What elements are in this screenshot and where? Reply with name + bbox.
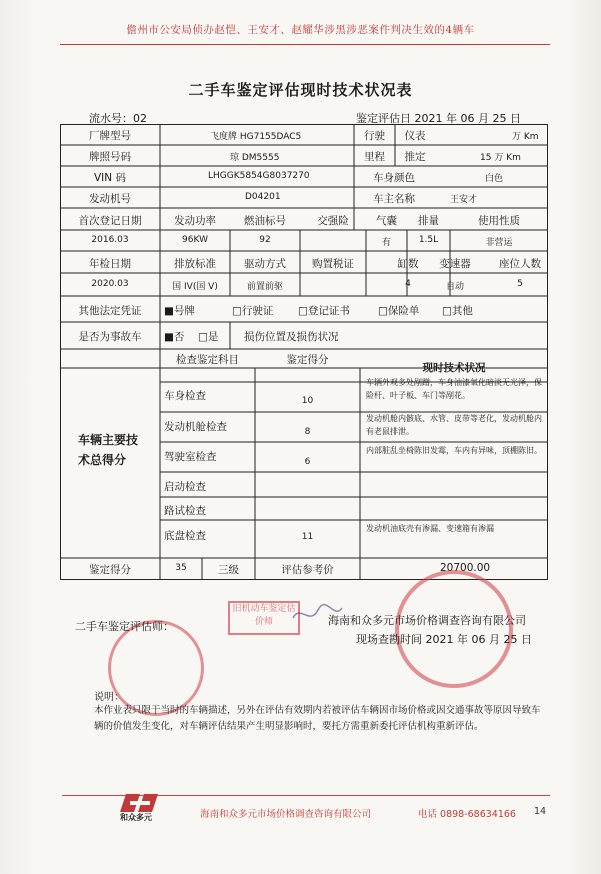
seats-label: 座位人数 (499, 258, 541, 270)
vin-label: VIN 码 (94, 172, 126, 184)
col-status-header: 现时技术状况 (422, 362, 486, 374)
footer-company: 海南和众多元市场价格调查咨询有限公司 (200, 809, 372, 820)
disp-value: 1.5L (418, 235, 439, 245)
engine-status: 发动机舱内骸底、水管、皮带等老化，发动机舱内有老鼠排泄。 (366, 414, 542, 436)
assessment-table (60, 124, 548, 580)
emission-value: 国 IV(国 V) (172, 282, 218, 292)
insurance-label: 交强险 (317, 215, 349, 227)
fuel-value: 92 (259, 235, 271, 245)
meter-label: 仪表 (404, 130, 426, 142)
drive-label: 驱动方式 (244, 258, 286, 270)
use-value: 非营运 (485, 238, 513, 248)
doc-license-checkbox[interactable]: □行驶证 (232, 305, 274, 317)
form-title: 二手车鉴定评估现时技术状况表 (188, 81, 413, 99)
tech-score-label: 车辆主要技术总得分 (78, 433, 139, 467)
cabin-status: 内部脏乱坐椅陈旧发霉，车内有异味，顶棚陈旧。 (366, 446, 542, 455)
inspect-label: 年检日期 (89, 258, 131, 270)
road-check-label: 路试检查 (164, 505, 206, 517)
accident-yes-checkbox[interactable]: □是 (198, 331, 219, 343)
meter-unit: 万 Km (512, 132, 539, 142)
cabin-check-score: 6 (304, 457, 311, 467)
inspect-value: 2020.03 (91, 279, 129, 289)
ref-price-label: 评估参考价 (281, 564, 334, 576)
brand-value: 飞度牌 HG7155DAC5 (210, 132, 302, 142)
doc-other-checkbox[interactable]: □其他 (442, 305, 473, 317)
owner-label: 车主名称 (373, 193, 415, 205)
site-time: 现场查勘时间 2021 年 06 月 25 日 (356, 633, 532, 646)
body-status: 车辆外观多处剐蹭，车身油漆氧化暗淡无光泽，保险杆、叶子板、车门等剐花。 (366, 378, 542, 400)
banner-rule (60, 44, 550, 45)
appraiser-stamp: 旧机动车鉴定估价师 (228, 601, 300, 635)
company-seal (395, 570, 513, 688)
vin-value: LHGGK5854G8037270 (208, 171, 310, 181)
score-label: 鉴定得分 (89, 564, 131, 576)
body-check-score: 10 (301, 396, 314, 406)
cyl-value: 4 (405, 279, 411, 289)
seats-value: 5 (517, 279, 523, 289)
brand-name: 和众多元 (120, 813, 152, 822)
damage-label: 损伤位置及损伤状况 (244, 331, 339, 343)
engine-value: D04201 (245, 192, 281, 202)
first-reg-label: 首次登记日期 (78, 215, 142, 227)
mileage-label: 行驶 (364, 130, 385, 142)
col-item-header: 检查鉴定科目 (176, 354, 239, 366)
color-label: 车身颜色 (373, 172, 415, 184)
est-label: 推定 (404, 151, 426, 163)
first-reg-value: 2016.03 (91, 235, 129, 245)
power-label: 发动功率 (174, 215, 216, 227)
doc-registration-checkbox[interactable]: □登记证书 (298, 305, 350, 317)
appraisal-date: 鉴定评估日 2021 年 06 月 25 日 (356, 112, 521, 125)
fuel-label: 燃油标号 (244, 215, 286, 227)
airbag-label: 气囊 (376, 215, 397, 227)
odo-label: 里程 (364, 151, 385, 163)
gear-value: 自动 (445, 282, 464, 292)
footer-phone: 电话 0898-68634166 (418, 809, 516, 820)
plate-value: 琼 DM5555 (230, 153, 280, 163)
case-banner: 儋州市公安局侦办赵恺、王安才、赵耀华涉黑涉恶案件判决生效的4辆车 (126, 24, 475, 36)
gear-label: 变速器 (439, 258, 471, 270)
emission-label: 排放标准 (174, 258, 216, 270)
engine-check-score: 8 (304, 427, 311, 437)
plate-label: 牌照号码 (89, 151, 131, 163)
doc-insurance-checkbox[interactable]: □保险单 (378, 305, 420, 317)
airbag-value: 有 (381, 238, 391, 248)
est-value: 15 万 Km (480, 153, 521, 163)
owner-value: 王安才 (450, 195, 478, 205)
page-number: 14 (534, 806, 547, 817)
accident-label: 是否为事故车 (78, 331, 142, 343)
cyl-label: 缸数 (397, 258, 419, 270)
col-score-header: 鉴定得分 (286, 354, 329, 366)
cabin-check-label: 驾驶室检查 (164, 451, 217, 463)
notes-text: 本作业表只限于当时的车辆描述，另外在评估有效期内若被评估车辆因市场价格或因交通事故等原因导致车辆的价值发生变化，对车辆评估结果产生明显影响时，要托方需重新委托评估机构重新评估。 (94, 705, 541, 732)
chassis-check-score: 11 (301, 532, 314, 542)
notes-label: 说明： (94, 692, 124, 703)
disp-label: 排量 (418, 215, 439, 227)
engine-label: 发动机号 (89, 193, 131, 205)
accident-no-checkbox[interactable]: ■否 (164, 331, 185, 343)
doc-plate-checkbox[interactable]: ■号牌 (164, 305, 195, 317)
brand-label: 厂牌型号 (89, 130, 131, 142)
body-check-label: 车身检查 (164, 390, 206, 402)
serial-number: 流水号：02 (89, 112, 147, 125)
use-label: 使用性质 (478, 215, 520, 227)
company-name: 海南和众多元市场价格调查咨询有限公司 (328, 614, 526, 627)
drive-value: 前置前驱 (246, 282, 283, 292)
start-check-label: 启动检查 (164, 481, 206, 493)
chassis-status: 发动机油底壳有渗漏、变速箱有渗漏 (366, 524, 494, 533)
color-value: 白色 (485, 174, 504, 184)
chassis-check-label: 底盘检查 (164, 530, 206, 542)
docs-label: 其他法定凭证 (78, 305, 142, 317)
engine-check-label: 发动机舱检查 (164, 421, 227, 433)
score-value: 35 (175, 563, 187, 573)
power-value: 96KW (182, 235, 208, 245)
tax-label: 购置税证 (312, 258, 354, 270)
appraiser-label: 二手车鉴定评估师： (75, 620, 174, 633)
grade-value: 三级 (218, 564, 239, 576)
ref-price-value: 20700.00 (440, 562, 491, 574)
